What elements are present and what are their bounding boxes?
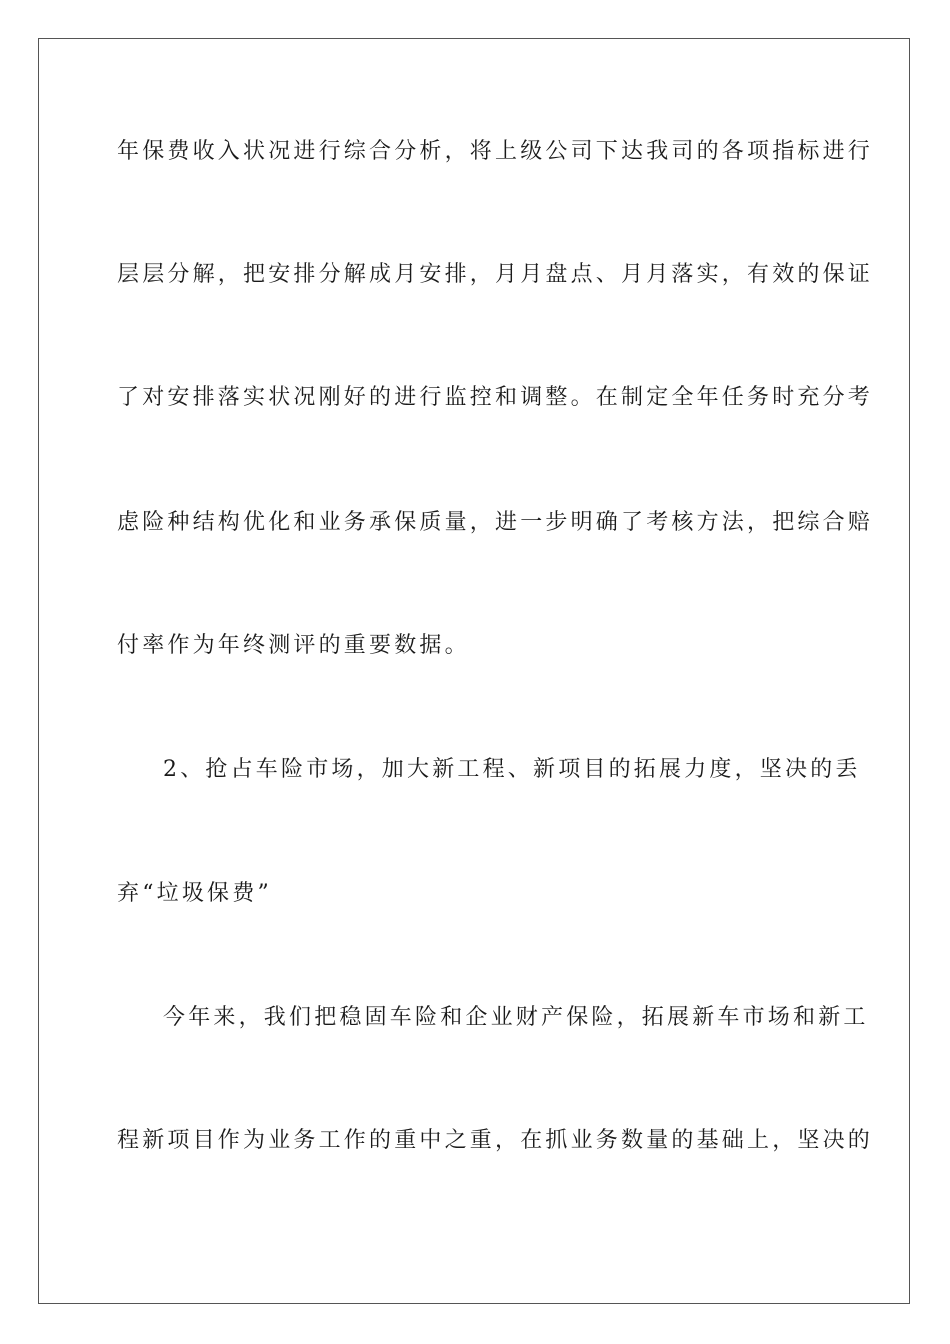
text-line: 2、抢占车险市场，加大新工程、新项目的拓展力度，坚决的丢	[163, 757, 861, 782]
text-line: 年保费收入状况进行综合分析，将上级公司下达我司的各项指标进行	[117, 139, 874, 164]
text-line: 弃“垃圾保费”	[117, 881, 272, 906]
page-border	[38, 38, 910, 1304]
text-line: 层层分解，把安排分解成月安排，月月盘点、月月落实，有效的保证	[117, 262, 874, 287]
text-line: 程新项目作为业务工作的重中之重，在抓业务数量的基础上，坚决的	[117, 1128, 874, 1153]
text-line: 付率作为年终测评的重要数据。	[117, 633, 470, 658]
text-line: 了对安排落实状况刚好的进行监控和调整。在制定全年任务时充分考	[117, 385, 874, 410]
text-line: 今年来，我们把稳固车险和企业财产保险，拓展新车市场和新工	[163, 1005, 869, 1030]
text-line: 虑险种结构优化和业务承保质量，进一步明确了考核方法，把综合赔	[117, 510, 874, 535]
